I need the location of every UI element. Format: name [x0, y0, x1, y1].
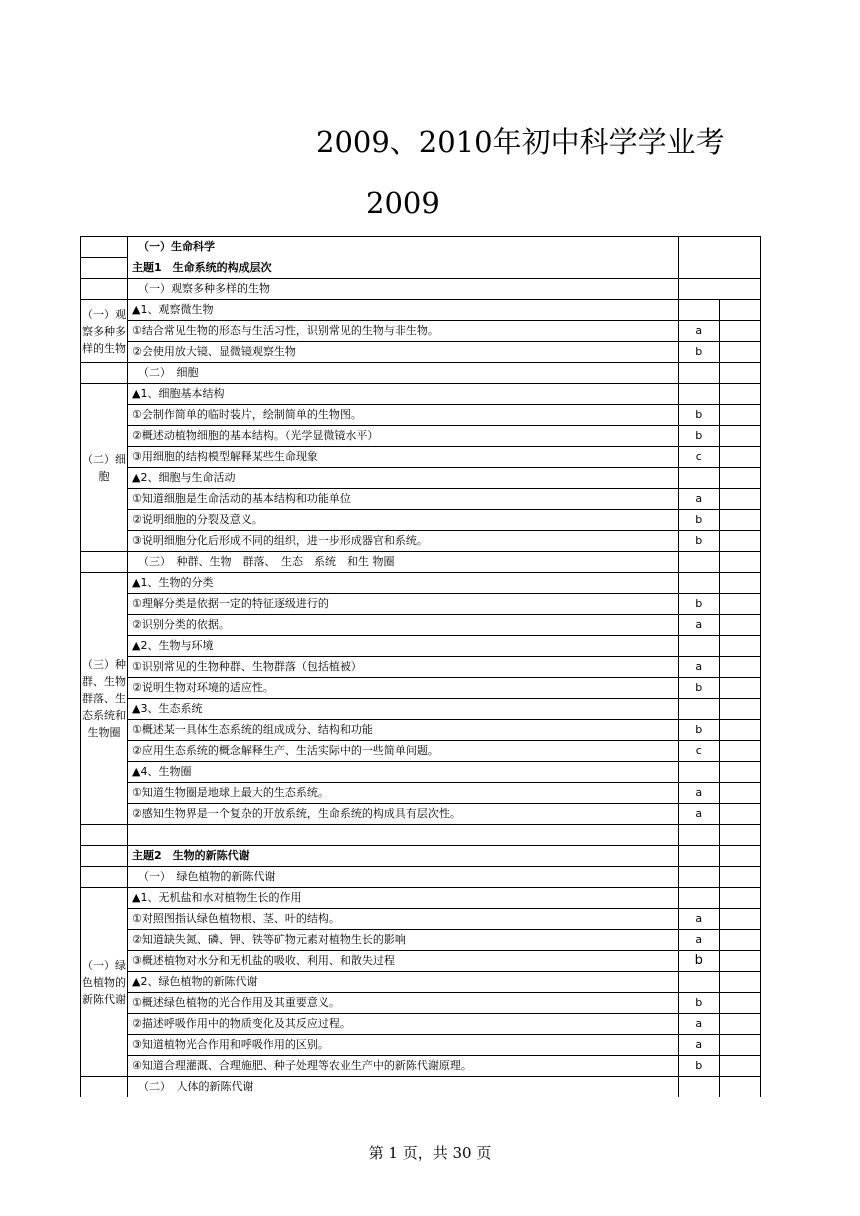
topic-2-heading: 主题2 生物的新陈代谢 — [128, 846, 679, 867]
table-row — [81, 489, 761, 510]
table-row — [81, 636, 761, 657]
table-row — [81, 405, 761, 426]
level-cell — [679, 636, 720, 657]
table-row — [81, 1077, 761, 1098]
level-cell — [679, 300, 720, 321]
level-cell: b — [679, 678, 720, 699]
level-cell: b — [679, 531, 720, 552]
table-row — [81, 720, 761, 741]
requirement-text: ②应用生态系统的概念解释生产、生活实际中的一些简单问题。 — [128, 741, 679, 762]
table-row — [81, 531, 761, 552]
requirement-text: ▲2、绿色植物的新陈代谢 — [128, 972, 679, 993]
requirement-text: ③用细胞的结构模型解释某些生命现象 — [128, 447, 679, 468]
table-row — [81, 447, 761, 468]
subsection-heading: （二） 细胞 — [128, 363, 679, 384]
level-cell — [679, 762, 720, 783]
table-row — [81, 468, 761, 489]
table-row — [81, 1035, 761, 1056]
table-row — [81, 846, 761, 867]
section-heading: （一）生命科学 — [128, 237, 679, 258]
requirement-text: ②感知生物界是一个复杂的开放系统，生命系统的构成具有层次性。 — [128, 804, 679, 825]
level-cell — [679, 699, 720, 720]
table-row — [81, 384, 761, 405]
table-row — [81, 300, 761, 321]
table-row — [81, 762, 761, 783]
table-row — [81, 1056, 761, 1077]
table-row — [81, 258, 761, 279]
requirement-text: ▲1、无机盐和水对植物生长的作用 — [128, 888, 679, 909]
table-row — [81, 678, 761, 699]
category-cell: （一）观察多种多样的生物 — [81, 300, 128, 363]
requirement-text: ①概述某一具体生态系统的组成成分、结构和功能 — [128, 720, 679, 741]
table-row — [81, 573, 761, 594]
table-row — [81, 510, 761, 531]
table-row — [81, 279, 761, 300]
subsection-heading: （二） 人体的新陈代谢 — [128, 1077, 679, 1098]
level-cell — [679, 384, 720, 405]
level-cell — [679, 573, 720, 594]
table-row — [81, 657, 761, 678]
table-row — [81, 783, 761, 804]
level-cell: c — [679, 447, 720, 468]
requirement-text: ①识别常见的生物种群、生物群落（包括植被） — [128, 657, 679, 678]
subsection-heading: （一）观察多种多样的生物 — [128, 279, 679, 300]
category-cell: （二）细胞 — [81, 384, 128, 552]
level-cell: a — [679, 930, 720, 951]
level-cell: b — [679, 951, 720, 972]
topic-1-heading: 主题1 生命系统的构成层次 — [128, 258, 679, 279]
level-cell — [679, 888, 720, 909]
requirement-text: ▲2、生物与环境 — [128, 636, 679, 657]
table-row — [81, 741, 761, 762]
table-row — [81, 909, 761, 930]
table-row — [81, 552, 761, 573]
requirement-text: ②描述呼吸作用中的物质变化及其反应过程。 — [128, 1014, 679, 1035]
requirement-text: ②说明细胞的分裂及意义。 — [128, 510, 679, 531]
level-cell: b — [679, 405, 720, 426]
level-cell: b — [679, 426, 720, 447]
document-title: 2009、2010年初中科学学业考 — [316, 125, 725, 159]
table-row — [81, 237, 761, 258]
requirement-text: ▲3、生态系统 — [128, 699, 679, 720]
requirement-text: ②概述动植物细胞的基本结构。（光学显微镜水平） — [128, 426, 679, 447]
level-cell: a — [679, 1014, 720, 1035]
table-row — [81, 888, 761, 909]
requirement-text: ①知道生物圈是地球上最大的生态系统。 — [128, 783, 679, 804]
category-cell: （一）绿色植物的新陈代谢 — [81, 888, 128, 1077]
level-cell: a — [679, 804, 720, 825]
level-cell: a — [679, 615, 720, 636]
level-cell: b — [679, 720, 720, 741]
level-cell: b — [679, 993, 720, 1014]
level-cell — [679, 468, 720, 489]
table-row — [81, 426, 761, 447]
table-row — [81, 615, 761, 636]
subsection-heading: （三） 种群、生物 群落、 生态 系统 和生 物圈 — [128, 552, 679, 573]
level-cell: b — [679, 594, 720, 615]
table-row — [81, 972, 761, 993]
table-row — [81, 804, 761, 825]
level-cell: a — [679, 489, 720, 510]
category-cell — [81, 1077, 128, 1098]
requirement-text: ①对照图指认绿色植物根、茎、叶的结构。 — [128, 909, 679, 930]
page-footer: 第 1 页，共 30 页 — [368, 1144, 492, 1162]
requirements-table — [80, 236, 761, 1097]
level-cell: b — [679, 510, 720, 531]
level-cell — [679, 972, 720, 993]
table-row — [81, 594, 761, 615]
requirement-text: ①会制作简单的临时装片，绘制简单的生物图。 — [128, 405, 679, 426]
requirement-text: ▲1、细胞基本结构 — [128, 384, 679, 405]
requirement-text: ③说明细胞分化后形成不同的组织，进一步形成器官和系统。 — [128, 531, 679, 552]
requirement-text: ③概述植物对水分和无机盐的吸收、利用、和散失过程 — [128, 951, 679, 972]
level-cell: a — [679, 657, 720, 678]
table-row — [81, 867, 761, 888]
level-cell: b — [679, 342, 720, 363]
level-cell: c — [679, 741, 720, 762]
requirement-text: ▲4、生物圈 — [128, 762, 679, 783]
table-row — [81, 699, 761, 720]
requirement-text: ①知道细胞是生命活动的基本结构和功能单位 — [128, 489, 679, 510]
table-row — [81, 993, 761, 1014]
requirement-text: ③知道植物光合作用和呼吸作用的区别。 — [128, 1035, 679, 1056]
level-cell: a — [679, 1035, 720, 1056]
table-row — [81, 1014, 761, 1035]
requirement-text: ④知道合理灌溉、合理施肥、种子处理等农业生产中的新陈代谢原理。 — [128, 1056, 679, 1077]
requirement-text: ①概述绿色植物的光合作用及其重要意义。 — [128, 993, 679, 1014]
requirement-text: ①结合常见生物的形态与生活习性，识别常见的生物与非生物。 — [128, 321, 679, 342]
table-row — [81, 363, 761, 384]
category-cell: （三）种群、生物群落、生态系统和生物圈 — [81, 573, 128, 825]
table-row — [81, 951, 761, 972]
level-cell: a — [679, 909, 720, 930]
requirement-text: ②会使用放大镜、显微镜观察生物 — [128, 342, 679, 363]
requirement-text: ②知道缺失氮、磷、钾、铁等矿物元素对植物生长的影响 — [128, 930, 679, 951]
table-row — [81, 342, 761, 363]
requirement-text: ②说明生物对环境的适应性。 — [128, 678, 679, 699]
document-year: 2009 — [366, 186, 440, 220]
level-cell: a — [679, 321, 720, 342]
requirement-text: ②识别分类的依据。 — [128, 615, 679, 636]
requirement-text: ▲1、生物的分类 — [128, 573, 679, 594]
table-row — [81, 825, 761, 846]
table-row — [81, 930, 761, 951]
requirement-text: ①理解分类是依据一定的特征逐级进行的 — [128, 594, 679, 615]
requirement-text: ▲2、细胞与生命活动 — [128, 468, 679, 489]
level-cell: b — [679, 1056, 720, 1077]
subsection-heading: （一） 绿色植物的新陈代谢 — [128, 867, 679, 888]
requirement-text: ▲1、观察微生物 — [128, 300, 679, 321]
table-row — [81, 321, 761, 342]
level-cell: a — [679, 783, 720, 804]
